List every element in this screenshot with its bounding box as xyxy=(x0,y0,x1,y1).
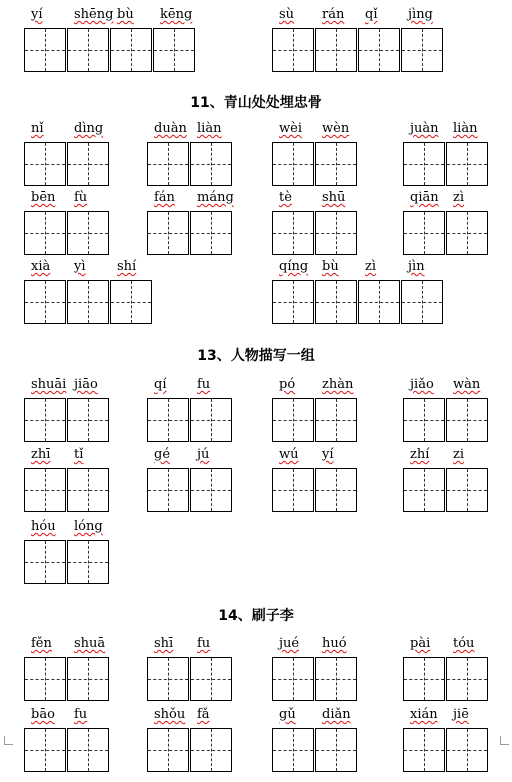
section-title: 14、刷子李 xyxy=(218,608,294,624)
writing-box[interactable] xyxy=(67,142,109,186)
pinyin-label: fu xyxy=(197,377,211,392)
writing-box[interactable] xyxy=(24,657,66,701)
pinyin-label: shuāi xyxy=(31,377,67,392)
section-title: 13、人物描写一组 xyxy=(197,348,315,364)
writing-box[interactable] xyxy=(147,468,189,512)
pinyin-label: yí xyxy=(322,447,334,462)
pinyin-label: qǐ xyxy=(365,7,378,22)
pinyin-label: xián xyxy=(410,707,438,722)
pinyin-label: liàn xyxy=(197,121,222,136)
writing-box[interactable] xyxy=(24,468,66,512)
pinyin-label: fù xyxy=(74,190,88,205)
writing-box[interactable] xyxy=(446,211,488,255)
pinyin-label: dìng xyxy=(74,121,104,136)
pinyin-label: pó xyxy=(279,377,296,392)
writing-box[interactable] xyxy=(67,28,109,72)
writing-box[interactable] xyxy=(272,468,314,512)
pinyin-label: wú xyxy=(279,447,299,462)
writing-box[interactable] xyxy=(67,211,109,255)
pinyin-label: qiān xyxy=(410,190,439,205)
writing-box[interactable] xyxy=(403,728,445,772)
pinyin-label: jìn xyxy=(408,259,425,274)
pinyin-label: wèi xyxy=(279,121,302,136)
crop-mark xyxy=(4,736,13,745)
pinyin-label: fán xyxy=(154,190,175,205)
pinyin-label: hóu xyxy=(31,519,56,534)
writing-box[interactable] xyxy=(24,540,66,584)
pinyin-label: máng xyxy=(197,190,234,205)
pinyin-label: zì xyxy=(365,259,377,274)
writing-box[interactable] xyxy=(358,28,400,72)
pinyin-label: qíng xyxy=(279,259,309,274)
pinyin-label: shū xyxy=(322,190,346,205)
writing-box[interactable] xyxy=(446,657,488,701)
section-title: 11、青山处处埋忠骨 xyxy=(190,95,322,111)
pinyin-label: fu xyxy=(74,707,88,722)
writing-box[interactable] xyxy=(315,728,357,772)
writing-box[interactable] xyxy=(67,540,109,584)
writing-box[interactable] xyxy=(403,657,445,701)
writing-box[interactable] xyxy=(190,657,232,701)
pinyin-label: gǔ xyxy=(279,707,296,722)
writing-box[interactable] xyxy=(358,280,400,324)
pinyin-label: jú xyxy=(197,447,210,462)
writing-box[interactable] xyxy=(147,142,189,186)
pinyin-label: lóng xyxy=(74,519,103,534)
pinyin-label: liàn xyxy=(453,121,478,136)
pinyin-label: bēn xyxy=(31,190,56,205)
writing-box[interactable] xyxy=(147,398,189,442)
writing-box[interactable] xyxy=(315,468,357,512)
pinyin-label: shuā xyxy=(74,636,106,651)
pinyin-label: tǐ xyxy=(74,447,84,462)
pinyin-label: wèn xyxy=(322,121,350,136)
writing-box[interactable] xyxy=(24,28,66,72)
pinyin-label: bù xyxy=(117,7,134,22)
writing-box[interactable] xyxy=(446,468,488,512)
writing-box[interactable] xyxy=(24,211,66,255)
writing-box[interactable] xyxy=(67,398,109,442)
pinyin-label: huó xyxy=(322,636,347,651)
writing-box[interactable] xyxy=(190,142,232,186)
writing-box[interactable] xyxy=(446,398,488,442)
writing-box[interactable] xyxy=(67,657,109,701)
pinyin-label: rán xyxy=(322,7,345,22)
pinyin-label: yì xyxy=(74,259,86,274)
pinyin-label: zi xyxy=(453,447,465,462)
pinyin-label: jìng xyxy=(408,7,433,22)
pinyin-label: xià xyxy=(31,259,51,274)
pinyin-label: zì xyxy=(453,190,465,205)
pinyin-label: qí xyxy=(154,377,167,392)
writing-box[interactable] xyxy=(315,657,357,701)
pinyin-label: fu xyxy=(197,636,211,651)
pinyin-label: shēng xyxy=(74,7,114,22)
writing-box[interactable] xyxy=(272,280,314,324)
writing-box[interactable] xyxy=(315,142,357,186)
writing-box[interactable] xyxy=(272,142,314,186)
pinyin-label: zhàn xyxy=(322,377,354,392)
writing-box[interactable] xyxy=(446,728,488,772)
pinyin-label: juàn xyxy=(410,121,439,136)
writing-box[interactable] xyxy=(403,211,445,255)
writing-box[interactable] xyxy=(401,28,443,72)
pinyin-label: bù xyxy=(322,259,339,274)
pinyin-label: nǐ xyxy=(31,121,44,136)
writing-box[interactable] xyxy=(110,280,152,324)
writing-box[interactable] xyxy=(147,728,189,772)
writing-box[interactable] xyxy=(190,728,232,772)
writing-box[interactable] xyxy=(446,142,488,186)
writing-box[interactable] xyxy=(24,398,66,442)
pinyin-label: shí xyxy=(117,259,137,274)
writing-box[interactable] xyxy=(272,398,314,442)
writing-box[interactable] xyxy=(24,142,66,186)
writing-box[interactable] xyxy=(67,280,109,324)
pinyin-label: fǎ xyxy=(197,707,210,722)
pinyin-label: shī xyxy=(154,636,174,651)
writing-box[interactable] xyxy=(147,211,189,255)
writing-box[interactable] xyxy=(190,398,232,442)
pinyin-label: gé xyxy=(154,447,171,462)
pinyin-label: kēng xyxy=(160,7,193,22)
writing-box[interactable] xyxy=(24,280,66,324)
writing-box[interactable] xyxy=(153,28,195,72)
pinyin-label: yí xyxy=(31,7,43,22)
pinyin-label: wàn xyxy=(453,377,481,392)
writing-box[interactable] xyxy=(315,211,357,255)
writing-box[interactable] xyxy=(190,211,232,255)
pinyin-label: pài xyxy=(410,636,431,651)
writing-box[interactable] xyxy=(403,142,445,186)
writing-box[interactable] xyxy=(67,728,109,772)
writing-box[interactable] xyxy=(315,28,357,72)
pinyin-label: zhí xyxy=(410,447,430,462)
pinyin-label: jiǎo xyxy=(410,377,434,392)
pinyin-label: fěn xyxy=(31,636,52,651)
pinyin-label: tóu xyxy=(453,636,475,651)
pinyin-label: shǒu xyxy=(154,707,186,722)
writing-box[interactable] xyxy=(67,468,109,512)
pinyin-label: bāo xyxy=(31,707,55,722)
pinyin-label: sù xyxy=(279,7,295,22)
writing-box[interactable] xyxy=(272,657,314,701)
writing-box[interactable] xyxy=(272,728,314,772)
pinyin-label: duàn xyxy=(154,121,187,136)
writing-box[interactable] xyxy=(190,468,232,512)
writing-box[interactable] xyxy=(272,28,314,72)
writing-box[interactable] xyxy=(110,28,152,72)
pinyin-label: jiāo xyxy=(74,377,98,392)
writing-box[interactable] xyxy=(147,657,189,701)
pinyin-label: tè xyxy=(279,190,292,205)
pinyin-label: jué xyxy=(279,636,300,651)
writing-box[interactable] xyxy=(272,211,314,255)
pinyin-label: jiē xyxy=(453,707,469,722)
crop-mark xyxy=(500,736,509,745)
writing-box[interactable] xyxy=(403,398,445,442)
writing-box[interactable] xyxy=(403,468,445,512)
writing-box[interactable] xyxy=(315,280,357,324)
writing-box[interactable] xyxy=(315,398,357,442)
writing-box[interactable] xyxy=(401,280,443,324)
writing-box[interactable] xyxy=(24,728,66,772)
pinyin-label: zhī xyxy=(31,447,51,462)
pinyin-label: diǎn xyxy=(322,707,351,722)
